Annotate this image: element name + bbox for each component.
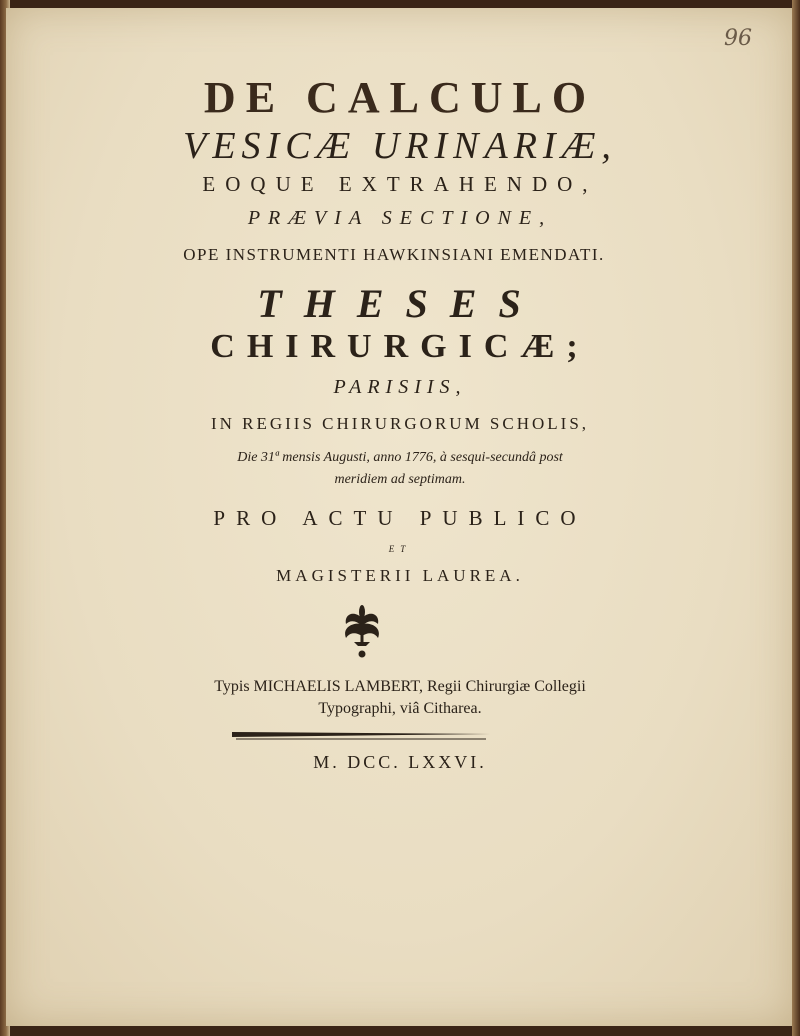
title-line-2: VESICÆ URINARIÆ, — [183, 125, 617, 167]
date-line-1: Die 31ª mensis Augusti, anno 1776, à sesqui-secundâ post — [237, 450, 563, 465]
theses-subheading: CHIRURGICÆ; — [210, 328, 590, 365]
date-line-2: meridiem ad septimam. — [334, 472, 466, 487]
printer-line-1: Typis MICHAELIS LAMBERT, Regii Chirurgiæ Collegii — [214, 678, 586, 695]
decorative-rule — [232, 730, 490, 740]
folio-number: 96 — [724, 26, 752, 51]
title-line-5: OPE INSTRUMENTI HAWKINSIANI EMENDATI. — [183, 245, 605, 264]
title-line-3: EOQUE EXTRAHENDO, — [202, 172, 598, 196]
printer-line-2: Typographi, viâ Citharea. — [318, 700, 482, 717]
place-city: PARISIIS, — [333, 376, 467, 398]
occasion-line-2: MAGISTERII LAUREA. — [276, 566, 524, 585]
publication-year: M. DCC. LXXVI. — [313, 752, 487, 772]
place-venue: IN REGIIS CHIRURGORUM SCHOLIS, — [210, 414, 590, 433]
occasion-conjunction: ET — [388, 544, 412, 554]
occasion-line-1: PRO ACTU PUBLICO — [213, 506, 587, 530]
title-line-4: PRÆVIA SECTIONE, — [247, 207, 553, 229]
fleuron-icon — [340, 604, 384, 660]
theses-heading: THESES — [257, 281, 543, 326]
title-line-1: DE CALCULO — [203, 73, 597, 122]
